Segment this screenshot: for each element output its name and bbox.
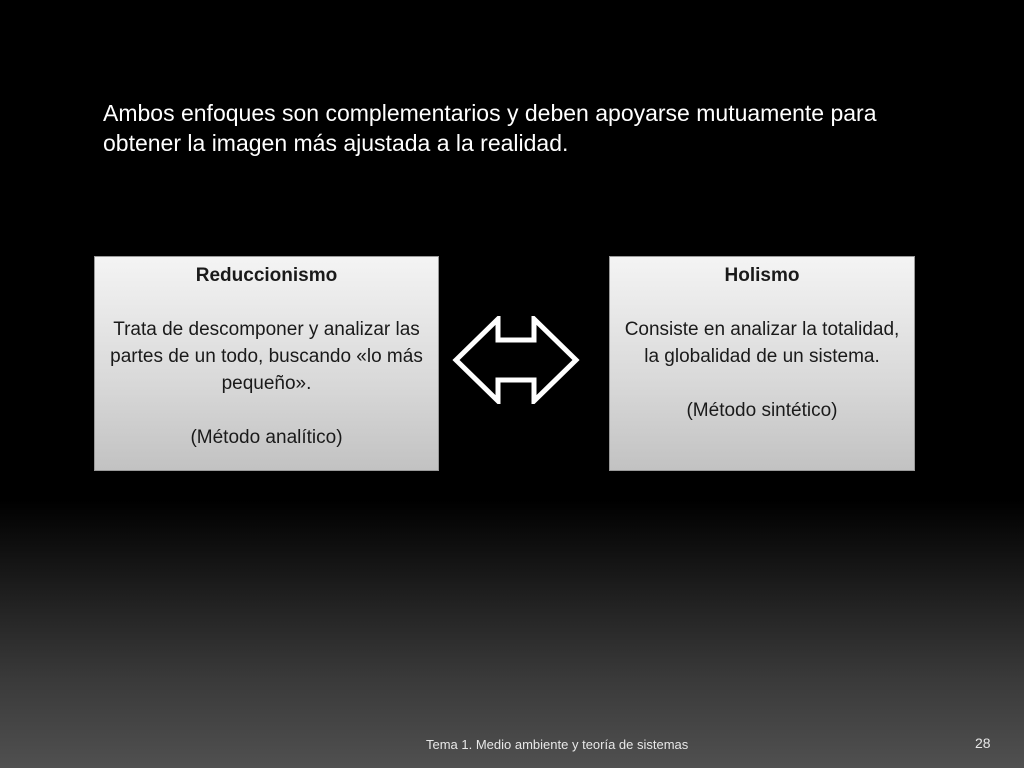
double-arrow-icon <box>452 316 580 404</box>
intro-text: Ambos enfoques son complementarios y deben apoyarse mutuamente para obtener la imagen más ajustada a la realidad. <box>103 100 877 156</box>
holismo-box <box>609 256 915 471</box>
double-arrow-svg <box>452 316 580 404</box>
reduccionismo-title: Reduccionismo <box>195 265 338 286</box>
page-number: 28 <box>975 735 991 751</box>
reduccionismo-description: Trata de descomponer y analizar las partes de un todo, buscando «lo más pequeño». <box>110 319 423 394</box>
holismo-description: Consiste en analizar la totalidad, la globalidad de un sistema. <box>624 319 900 367</box>
holismo-method: (Método sintético) <box>686 400 838 421</box>
double-arrow-shape <box>456 319 576 401</box>
footer-text: Tema 1. Medio ambiente y teoría de sistemas <box>426 737 689 752</box>
reduccionismo-method: (Método analítico) <box>190 427 343 448</box>
reduccionismo-box <box>94 256 439 471</box>
holismo-title: Holismo <box>724 265 800 286</box>
